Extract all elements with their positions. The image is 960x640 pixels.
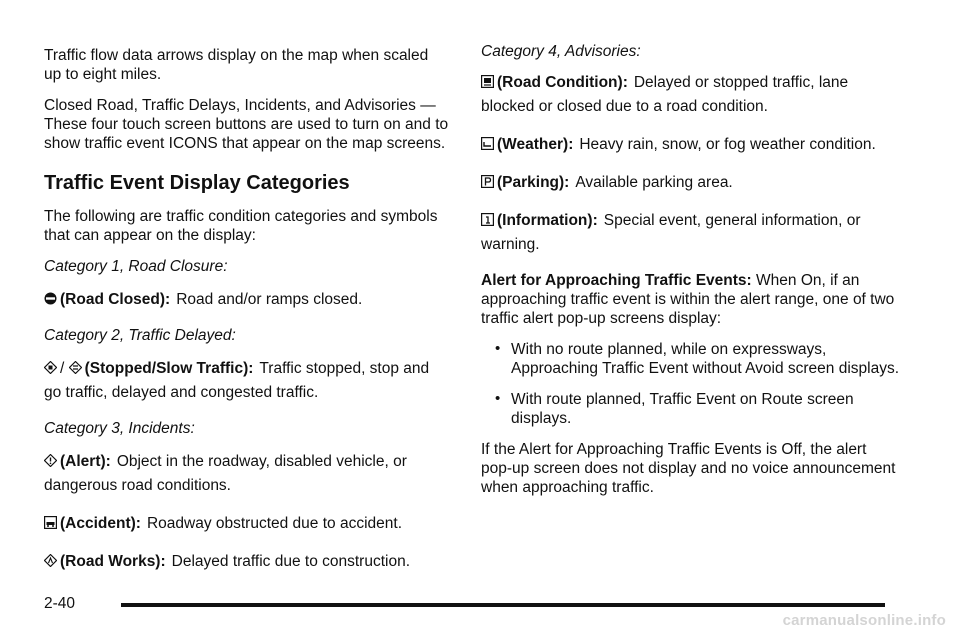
watermark-text: carmanualsonline.info <box>782 612 946 629</box>
weather-label: (Weather): <box>497 136 574 153</box>
accident-entry <box>44 512 449 536</box>
accident-label: (Accident): <box>60 515 141 532</box>
road-condition-icon <box>481 75 494 88</box>
alert-label: (Alert): <box>60 453 111 470</box>
parking-icon <box>481 175 494 188</box>
category-4-title: Category 4, Advisories: <box>481 43 641 60</box>
section-heading: Traffic Event Display Categories <box>44 172 350 194</box>
road-closed-text: Road and/or ramps closed. <box>176 291 363 308</box>
list-item: • With no route planned, while on expressways, Approaching Traffic Event without Avoid screen displays. <box>481 340 901 378</box>
alert-screens-list <box>481 340 901 428</box>
parking-label: (Parking): <box>497 174 570 191</box>
footer-divider <box>121 603 885 607</box>
icon-separator: / <box>60 360 65 377</box>
parking-entry <box>481 171 901 195</box>
alert-off-paragraph: If the Alert for Approaching Traffic Events is Off, the alert pop-up screen does not display and no voice announcement when approaching traffic. <box>481 441 896 496</box>
weather-icon <box>481 137 494 150</box>
road-works-icon <box>44 554 57 567</box>
alert-icon <box>44 454 57 467</box>
alert-approaching-paragraph <box>481 271 901 328</box>
category-2-title: Category 2, Traffic Delayed: <box>44 327 236 344</box>
road-closed-label: (Road Closed): <box>60 291 171 308</box>
alert-approaching-title: Alert for Approaching Traffic Events: <box>481 272 752 289</box>
category-3-title: Category 3, Incidents: <box>44 420 195 437</box>
intro-traffic-flow: Traffic flow data arrows display on the map when scaled up to eight miles. <box>44 47 429 83</box>
intro-touch-buttons: Closed Road, Traffic Delays, Incidents, and Advisories — These four touch screen buttons are used to turn on and to show traffic event ICONS that appear on the map screens. <box>44 97 449 152</box>
stopped-traffic-entry <box>44 357 449 405</box>
road-works-text: Delayed traffic due to construction. <box>171 553 411 570</box>
road-works-entry <box>44 550 449 574</box>
stopped-traffic-icon <box>44 361 57 374</box>
category-1-title: Category 1, Road Closure: <box>44 258 228 275</box>
information-text: Special event, general information, or warning. <box>481 212 861 253</box>
alert-text: Object in the roadway, disabled vehicle, or dangerous road conditions. <box>44 453 407 494</box>
road-closed-entry <box>44 288 449 312</box>
alert-entry <box>44 450 449 498</box>
weather-text: Heavy rain, snow, or fog weather condition. <box>579 136 876 153</box>
right-column <box>481 43 901 509</box>
alert-approaching-text: When On, if an approaching traffic event is within the alert range, one of two traffic alert pop-up screens display: <box>481 272 895 327</box>
section-lead: The following are traffic condition categories and symbols that can appear on the display: <box>44 208 438 244</box>
information-label: (Information): <box>497 212 598 229</box>
road-condition-text: Delayed or stopped traffic, lane blocked or closed due to a road condition. <box>481 74 849 115</box>
left-column <box>44 46 449 588</box>
road-condition-entry <box>481 71 901 119</box>
accident-text: Roadway obstructed due to accident. <box>146 515 402 532</box>
stopped-traffic-label: (Stopped/Slow Traffic): <box>84 360 254 377</box>
slow-traffic-icon <box>69 361 82 374</box>
road-works-label: (Road Works): <box>60 553 166 570</box>
accident-icon <box>44 516 57 529</box>
road-condition-label: (Road Condition): <box>497 74 628 91</box>
stopped-traffic-text: Traffic stopped, stop and go traffic, delayed and congested traffic. <box>44 360 430 401</box>
information-entry <box>481 209 901 257</box>
list-item: • With route planned, Traffic Event on Route screen displays. <box>481 390 901 428</box>
road-closed-icon <box>44 292 57 305</box>
weather-entry <box>481 133 901 157</box>
information-icon <box>481 213 494 226</box>
parking-text: Available parking area. <box>575 174 733 191</box>
page-number: 2-40 <box>44 595 76 612</box>
